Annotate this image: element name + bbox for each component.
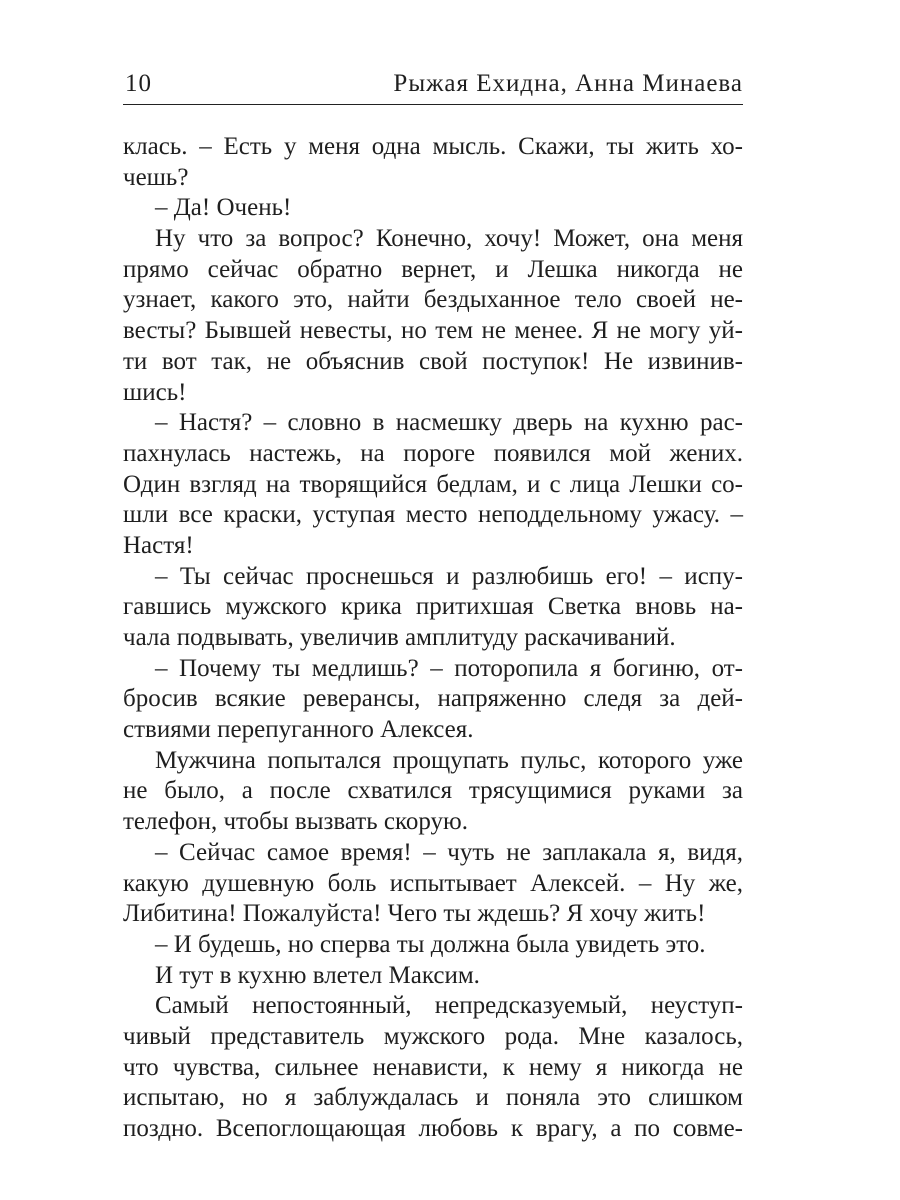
text-line: поздно. Всепоглощающая любовь к врагу, а по совме-	[123, 1115, 743, 1142]
text-line: Ну что за вопрос? Конечно, хочу! Может, она меня	[155, 225, 743, 253]
text-line: чешь?	[123, 163, 189, 191]
text-line: Либитина! Пожалуйста! Чего ты ждешь? Я хочу жить!	[123, 900, 706, 928]
text-line: испытаю, но я заблуждалась и поняла это слишком	[123, 1084, 743, 1112]
text-line: чала подвывать, увеличив амплитуду раскачиваний.	[123, 624, 676, 651]
text-line: Мужчина попытался прощупать пульс, которого уже	[155, 746, 743, 774]
page-header	[123, 66, 743, 105]
text-line: телефон, чтобы вызвать скорую.	[123, 808, 468, 836]
text-line: – Да! Очень!	[155, 194, 292, 222]
text-line: чивый представитель мужского рода. Мне казалось,	[123, 1022, 743, 1050]
text-line: ти вот так, не объяснив свой поступок! Не извинив-	[123, 347, 743, 375]
page-number: 10	[125, 70, 152, 97]
text-line: гавшись мужского крика притихшая Светка вновь на-	[123, 593, 743, 621]
text-line: – Настя? – словно в насмешку дверь на кухню рас-	[155, 409, 743, 437]
text-line: что чувства, сильнее ненависти, к нему я никогда не	[123, 1053, 743, 1081]
text-line: не было, а после схватился трясущимися руками за	[123, 777, 743, 805]
text-line: бросив всякие реверансы, напряженно следя за дей-	[123, 685, 743, 713]
text-line: пахнулась настежь, на пороге появился мой жених.	[123, 439, 743, 467]
text-line: Один взгляд на творящийся бедлам, и с лица Лешки со-	[123, 470, 743, 498]
text-line: узнает, какого это, найти бездыханное тело своей не-	[123, 286, 743, 314]
text-line: клась. – Есть у меня одна мысль. Скажи, ты жить хо-	[123, 133, 743, 160]
text-line: – Сейчас самое время! – чуть не заплакала я, видя,	[155, 838, 743, 866]
text-line: Самый непостоянный, непредсказуемый, неуступ-	[155, 992, 743, 1020]
page-body	[123, 132, 743, 1145]
text-line: И тут в кухню влетел Максим.	[155, 961, 480, 989]
text-line: – Ты сейчас проснешься и разлюбишь его! – испу-	[155, 562, 743, 590]
text-line: – Почему ты медлишь? – поторопила я богиню, от-	[155, 654, 743, 682]
text-line: весты? Бывшей невесты, но тем не менее. Я не могу уй-	[123, 317, 743, 345]
text-line: – И будешь, но сперва ты должна была увидеть это.	[155, 930, 706, 958]
text-line: ствиями перепуганного Алексея.	[123, 716, 474, 744]
text-line: прямо сейчас обратно вернет, и Лешка никогда не	[123, 255, 743, 283]
text-line: Настя!	[123, 531, 194, 559]
text-line: шли все краски, уступая место неподдельному ужасу. –	[123, 501, 743, 529]
text-line: какую душевную боль испытывает Алексей. – Ну же,	[123, 869, 743, 897]
running-title: Рыжая Ехидна, Анна Минаева	[393, 70, 743, 97]
text-line: шись!	[123, 378, 187, 406]
